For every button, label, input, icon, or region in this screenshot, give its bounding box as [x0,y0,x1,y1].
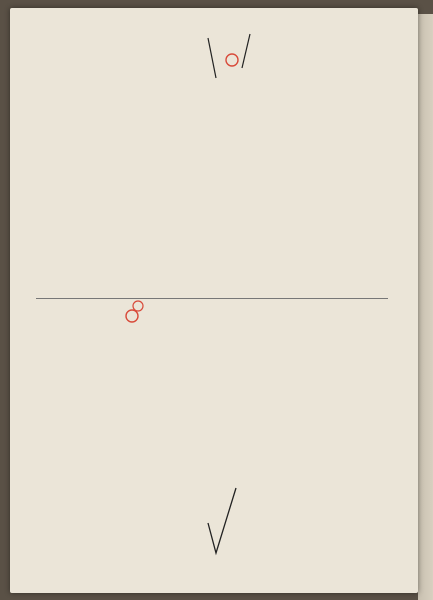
book-page [10,8,418,593]
lower-text-block [36,305,388,550]
adjacent-page-edge [418,14,433,600]
section-divider [36,298,388,299]
upper-text-block [36,38,388,293]
